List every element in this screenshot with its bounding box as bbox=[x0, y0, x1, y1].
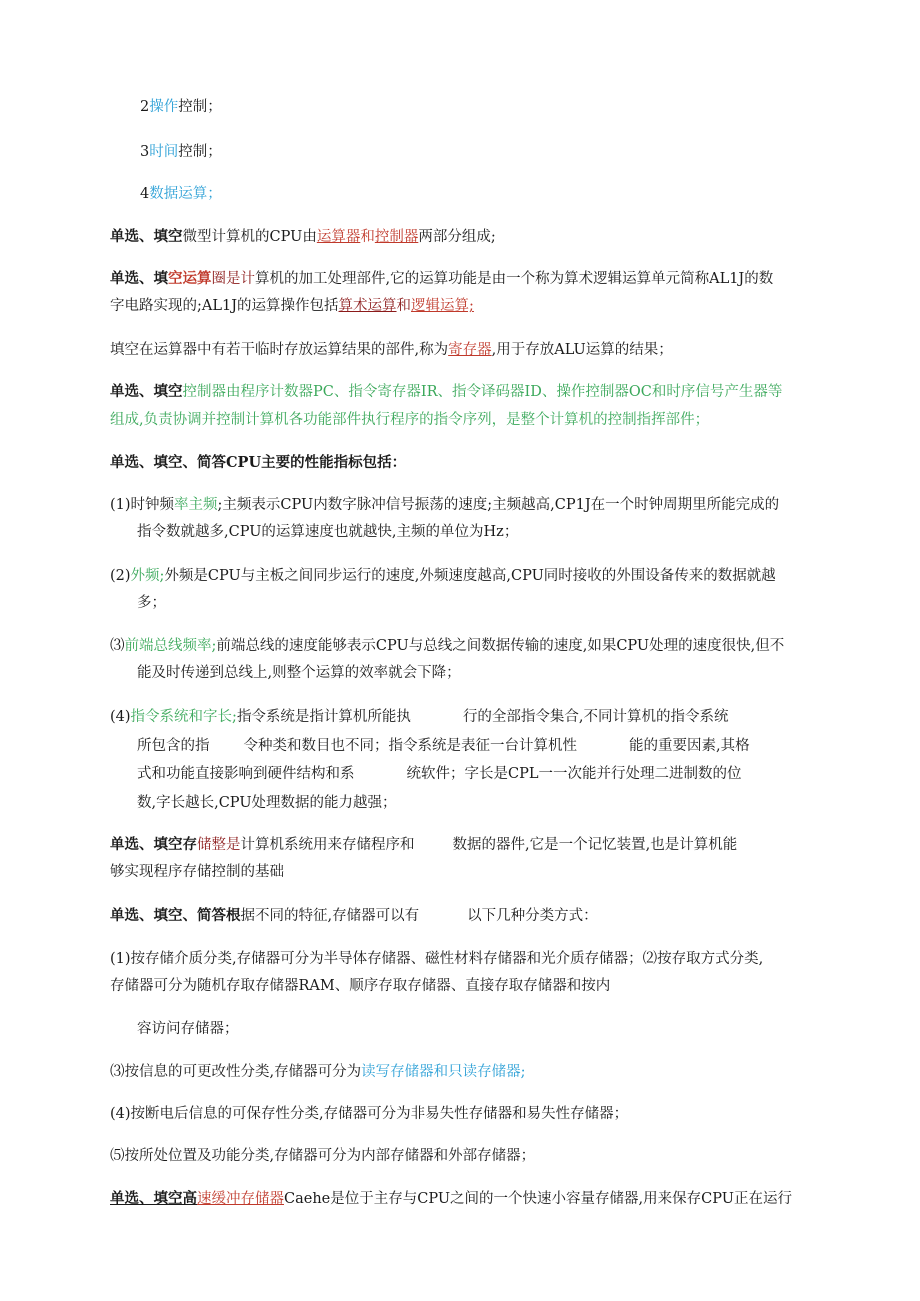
list-item: 数,字长越长,CPU处理数据的能力越强； bbox=[137, 795, 397, 811]
paragraph: 单选、填空高速缓冲存储器Caehe是位于主存与CPU之间的一个快速小容量存储器,用来保存CPU正在运行 bbox=[110, 1190, 792, 1207]
list-item: 存储器可分为随机存取存储器RAM、顺序存取存储器、直接存取存储器和按内 bbox=[110, 978, 611, 994]
list-item: (4)按断电后信息的可保存性分类,存储器可分为非易失性存储器和易失性存储器； bbox=[110, 1106, 629, 1122]
section-heading: 单选、填空、简答CPU主要的性能指标包括： bbox=[110, 454, 407, 471]
list-item: ⑶按信息的可更改性分类,存储器可分为读写存储器和只读存储器; bbox=[110, 1064, 526, 1080]
paragraph: 单选、填空存储整是计算机系统用来存储程序和 数据的器件,它是一个记忆装置,也是计算机能 bbox=[110, 836, 738, 853]
list-item: 3时间控制； bbox=[140, 144, 222, 160]
paragraph: 单选、填空运算圈是计算机的加工处理部件,它的运算功能是由一个称为算术逻辑运算单元简称AL1J的数 bbox=[110, 270, 774, 287]
list-item: 4数据运算； bbox=[140, 186, 222, 202]
list-item: 式和功能直接影响到硬件结构和系 统软件；字长是CPL一一次能并行处理二进制数的位 bbox=[137, 766, 742, 782]
paragraph: 组成,负责协调并控制计算机各功能部件执行程序的指令序列，是整个计算机的控制指挥部件； bbox=[110, 412, 710, 428]
list-item: ⑶前端总线频率;前端总线的速度能够表示CPU与总线之间数据传输的速度,如果CPU处理的速度很快,但不 bbox=[110, 638, 785, 654]
paragraph: 单选、填空控制器由程序计数器PC、指令寄存器IR、指令译码器ID、操作控制器OC和时序信号产生器等 bbox=[110, 383, 783, 400]
paragraph: 单选、填空微型计算机的CPU由运算器和控制器两部分组成; bbox=[110, 228, 496, 245]
list-item: (1)按存储介质分类,存储器可分为半导体存储器、磁性材料存储器和光介质存储器；⑵按存取方式分类, bbox=[110, 951, 764, 967]
list-item: 所包含的指 令种类和数目也不同；指令系统是表征一台计算机性 能的重要因素,其格 bbox=[137, 738, 750, 754]
paragraph: 单选、填空、简答根据不同的特征,存储器可以有 以下几种分类方式： bbox=[110, 907, 598, 924]
list-item: ⑸按所处位置及功能分类,存储器可分为内部存储器和外部存储器； bbox=[110, 1148, 536, 1164]
list-item: 指令数就越多,CPU的运算速度也就越快,主频的单位为Hz； bbox=[137, 524, 519, 540]
list-item: (4)指令系统和字长;指令系统是指计算机所能执 行的全部指令集合,不同计算机的指令系统 bbox=[110, 709, 729, 725]
list-item: 多； bbox=[137, 595, 166, 611]
list-item: 容访问存储器； bbox=[137, 1021, 239, 1037]
paragraph: 字电路实现的;AL1J的运算操作包括算术运算和逻辑运算; bbox=[110, 298, 474, 314]
list-item: (1)时钟频率主频;主频表示CPU内数字脉冲信号振荡的速度;主频越高,CP1J在一个时钟周期里所能完成的 bbox=[110, 497, 780, 513]
list-item: 能及时传递到总线上,则整个运算的效率就会下降； bbox=[137, 665, 461, 681]
list-item: 2操作控制； bbox=[140, 99, 222, 115]
list-item: (2)外频;外频是CPU与主板之间同步运行的速度,外频速度越高,CPU同时接收的外围设备传来的数据就越 bbox=[110, 568, 776, 584]
paragraph: 填空在运算器中有若干临时存放运算结果的部件,称为寄存器,用于存放ALU运算的结果； bbox=[110, 342, 673, 358]
paragraph: 够实现程序存储控制的基础 bbox=[110, 864, 284, 880]
